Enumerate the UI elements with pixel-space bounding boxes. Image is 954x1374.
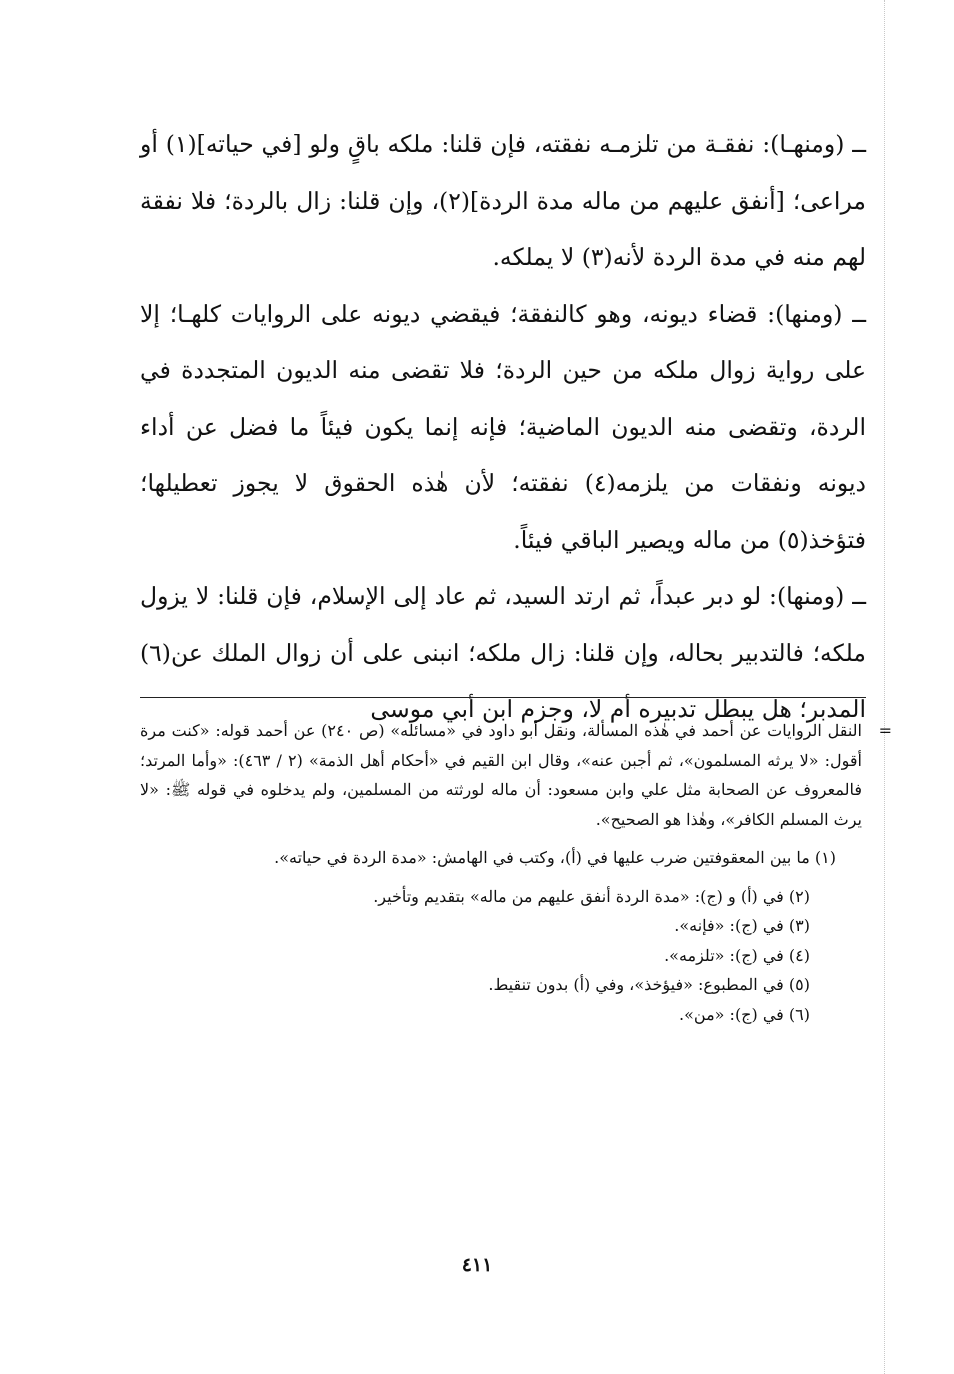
continuation-marker: = bbox=[878, 721, 892, 740]
footnotes-section bbox=[140, 716, 892, 1029]
footnote-5: (٥) في المطبوع: «فيؤخذ»، وفي (أ) بدون تنقيط. bbox=[488, 975, 810, 994]
footnote-continuation bbox=[140, 716, 892, 834]
paragraph-nafaqa: ــ (ومنهـا): نفقـة من تلزمـه نفقته، فإن قلنا: ملكه باقٍ ولو [في حياته](١) أو مراعى؛ [أنفق عليهم من ماله مدة الردة](٢)، وإن قلنا: زال بالردة؛ فلا نفقة لهم منه في مدة الردة لأنه(٣) لا يملكه. bbox=[140, 130, 866, 271]
footnote-1: (١) ما بين المعقوفتين ضرب عليها في (أ)، وكتب في الهامش: «مدة الردة في حياته». bbox=[274, 848, 836, 867]
footnote-2: (٢) في (أ) و (ج): «مدة الردة أنفق عليهم من ماله» بتقديم وتأخير. bbox=[373, 886, 810, 906]
footnote-continuation-text: النقل الروايات عن أحمد في هٰذه المسألة، ونقل أبو داود في «مسائله» (ص ٢٤٠) عن أحمد قوله: «كنت مرة أقول: «لا يرثه المسلمون»، ثم أجبن عنه»، وقال ابن القيم في «أحكام أهل الذمة» (٢ / ٤٦٣): «وأما المرتد؛ فالمعروف عن الصحابة مثل علي وابن مسعود: أن ماله لورثته من المسلمين، ولم يدخلوه في قوله ﷺ: «لا يرث المسلم الكافر»، وهٰذا هو الصحيح». bbox=[140, 721, 863, 829]
main-text-body bbox=[140, 116, 866, 738]
paragraph-debts: ــ (ومنها): قضاء ديونه، وهو كالنفقة؛ فيقضي ديونه على الروايات كلهـا؛ إلا على رواية زوال ملكه من حين الردة؛ فلا تقضى منه الديون المتجددة في الردة، وتقضى منه الديون الماضية؛ فإنه إنما يكون فيئاً ما فضل عن أداء ديونه ونفقات من يلزمه(٤) نفقته؛ لأن هٰذه الحقوق لا يجوز تعطيلها؛ فتؤخذ(٥) من ماله ويصير الباقي فيئاً. bbox=[140, 299, 867, 554]
footnote-6: (٦) في (ج): «من». bbox=[679, 1004, 810, 1024]
footnote-separator bbox=[140, 697, 866, 698]
footnote-3: (٣) في (ج): «فإنه». bbox=[674, 916, 810, 935]
margin-dotted-rule bbox=[884, 0, 885, 1374]
footnote-4: (٤) في (ج): «تلزمه». bbox=[664, 945, 810, 965]
page-number: ٤١١ bbox=[461, 1254, 493, 1276]
paragraph-tadbir: ــ (ومنها): لو دبر عبداً، ثم ارتد السيد، ثم عاد إلى الإسلام، فإن قلنا: لا يزول ملكه؛ فالتدبير بحاله، وإن قلنا: زال ملكه؛ انبنى على أن زوال الملك عن(٦) المدبر؛ هل يبطل تدبيره أم لا، وجزم ابن أبي موسى bbox=[140, 582, 866, 723]
